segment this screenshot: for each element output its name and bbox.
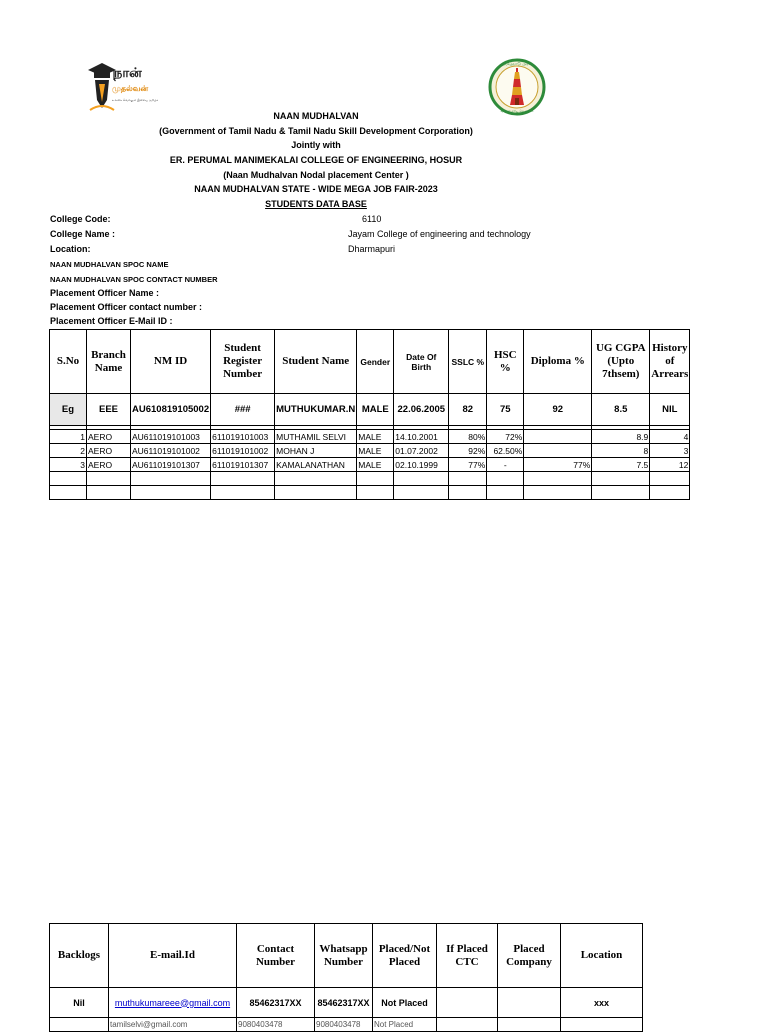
college-code-label: College Code: (50, 214, 111, 224)
table-row (50, 430, 690, 444)
cell-name: KAMALANATHAN (275, 458, 357, 472)
cell-location (561, 1018, 643, 1032)
cell-register: 611019101003 (211, 430, 275, 444)
cell-sno: 1 (50, 430, 87, 444)
cell-nm-id: AU611019101002 (131, 444, 211, 458)
col-hsc: HSC % (487, 330, 524, 394)
contacts-header-row (50, 924, 643, 988)
col-email: E-mail.Id (109, 924, 237, 988)
cell-gender: MALE (357, 430, 394, 444)
col-placed-company: Placed Company (498, 924, 561, 988)
example-contact: 85462317XX (237, 988, 315, 1018)
cell-diploma (524, 430, 592, 444)
cell-hsc: 72% (487, 430, 524, 444)
header-title: NAAN MUDHALVAN (273, 111, 359, 121)
cell-nm-id: AU611019101003 (131, 430, 211, 444)
logo-line2: முதல்வன் (112, 84, 149, 93)
cell-hsc: 62.50% (487, 444, 524, 458)
cell-hsc: - (487, 458, 524, 472)
spoc-name-label: NAAN MUDHALVAN SPOC NAME (50, 260, 169, 269)
placement-officer-name-label: Placement Officer Name : (50, 288, 160, 298)
header-jointly: Jointly with (291, 140, 341, 150)
example-cell: NIL (650, 394, 690, 426)
cell-cgpa: 7.5 (592, 458, 650, 472)
college-name-label: College Name : (50, 229, 116, 239)
example-cell: MALE (357, 394, 394, 426)
logo-line1: நான் (114, 66, 142, 81)
cell-register: 611019101002 (211, 444, 275, 458)
cell-sno: 2 (50, 444, 87, 458)
contacts-table (49, 923, 643, 1032)
cell-company (498, 1018, 561, 1032)
col-whatsapp-number: Whatsapp Number (315, 924, 373, 988)
cell-branch: AERO (87, 458, 131, 472)
cell-arrears: 4 (650, 430, 690, 444)
example-company (498, 988, 561, 1018)
table-row (50, 444, 690, 458)
college-code-value: 6110 (362, 214, 382, 224)
example-cell: 8.5 (592, 394, 650, 426)
example-cell: MUTHUKUMAR.N (275, 394, 357, 426)
cell-whatsapp: 9080403478 (315, 1018, 373, 1032)
col-ug-cgpa: UG CGPA (Upto 7thsem) (592, 330, 650, 394)
cell-cgpa: 8 (592, 444, 650, 458)
students-header-row (50, 330, 690, 394)
emblem-motto: வாய்மையே வெல்லும் (500, 109, 534, 113)
example-row (50, 394, 690, 426)
col-student-name: Student Name (275, 330, 357, 394)
cell-sslc: 77% (449, 458, 487, 472)
header-job-fair: NAAN MUDHALVAN STATE - WIDE MEGA JOB FAIR-2023 (194, 184, 438, 194)
table-row-empty (50, 486, 690, 500)
spoc-contact-label: NAAN MUDHALVAN SPOC CONTACT NUMBER (50, 275, 218, 284)
example-cell: 75 (487, 394, 524, 426)
col-sno: S.No (50, 330, 87, 394)
header-students-database: STUDENTS DATA BASE (265, 199, 367, 209)
table-row (50, 458, 690, 472)
cell-backlogs (50, 1018, 109, 1032)
location-value: Dharmapuri (348, 244, 396, 254)
cell-dob: 02.10.1999 (394, 458, 449, 472)
example-email-link[interactable]: muthukumareee@gmail.com (109, 988, 237, 1018)
cell-arrears: 12 (650, 458, 690, 472)
example-cell: 22.06.2005 (394, 394, 449, 426)
cell-diploma (524, 444, 592, 458)
contacts-example-row (50, 988, 643, 1018)
col-backlogs: Backlogs (50, 924, 109, 988)
cell-cgpa: 8.9 (592, 430, 650, 444)
cell-dob: 14.10.2001 (394, 430, 449, 444)
example-cell: Eg (50, 394, 87, 426)
cell-sno: 3 (50, 458, 87, 472)
example-backlogs: Nil (50, 988, 109, 1018)
cell-branch: AERO (87, 430, 131, 444)
cell-contact: 9080403478 (237, 1018, 315, 1032)
col-history-arrears: History of Arrears (650, 330, 690, 394)
example-cell: 82 (449, 394, 487, 426)
example-cell: 92 (524, 394, 592, 426)
placement-officer-email-label: Placement Officer E-Mail ID : (50, 316, 173, 326)
col-location: Location (561, 924, 643, 988)
students-table (49, 329, 690, 500)
cell-diploma: 77% (524, 458, 592, 472)
cell-nm-id: AU611019101307 (131, 458, 211, 472)
cell-register: 611019101307 (211, 458, 275, 472)
cell-branch: AERO (87, 444, 131, 458)
header-government: (Government of Tamil Nadu & Tamil Nadu Skill Development Corporation) (159, 126, 473, 136)
table-row-empty (50, 472, 690, 486)
cell-gender: MALE (357, 458, 394, 472)
cell-ctc (437, 1018, 498, 1032)
logo-tagline: உலகை வெல்லும் இளைய தமிழகம் (112, 98, 158, 102)
cell-name: MUTHAMIL SELVI (275, 430, 357, 444)
col-gender: Gender (357, 330, 394, 394)
cell-placed-status: Not Placed (373, 1018, 437, 1032)
college-name-value: Jayam College of engineering and technology (348, 229, 531, 239)
example-placed-status: Not Placed (373, 988, 437, 1018)
col-register-number: Student Register Number (211, 330, 275, 394)
example-location: xxx (561, 988, 643, 1018)
cell-sslc: 92% (449, 444, 487, 458)
col-diploma: Diploma % (524, 330, 592, 394)
placement-officer-contact-label: Placement Officer contact number : (50, 302, 203, 312)
cell-dob: 01.07.2002 (394, 444, 449, 458)
col-nm-id: NM ID (131, 330, 211, 394)
col-dob: Date Of Birth (394, 330, 449, 394)
cell-gender: MALE (357, 444, 394, 458)
example-cell: ### (211, 394, 275, 426)
example-whatsapp: 85462317XX (315, 988, 373, 1018)
example-ctc (437, 988, 498, 1018)
col-placed-status: Placed/Not Placed (373, 924, 437, 988)
col-sslc: SSLC % (449, 330, 487, 394)
header-nodal-center: (Naan Mudhalvan Nodal placement Center ) (223, 170, 409, 180)
cell-arrears: 3 (650, 444, 690, 458)
naan-mudhalvan-logo (86, 58, 158, 114)
location-label: Location: (50, 244, 91, 254)
cell-email: tamilselvi@gmail.com (109, 1018, 237, 1032)
example-cell: AU610819105002 (131, 394, 211, 426)
col-contact-number: Contact Number (237, 924, 315, 988)
cell-sslc: 80% (449, 430, 487, 444)
cell-name: MOHAN J (275, 444, 357, 458)
col-branch-name: Branch Name (87, 330, 131, 394)
emblem-arc-text: தமிழ்நாடு அரசு (502, 61, 532, 66)
table-row (50, 1018, 643, 1032)
col-placed-ctc: If Placed CTC (437, 924, 498, 988)
example-cell: EEE (87, 394, 131, 426)
header-college: ER. PERUMAL MANIMEKALAI COLLEGE OF ENGINEERING, HOSUR (169, 155, 463, 165)
